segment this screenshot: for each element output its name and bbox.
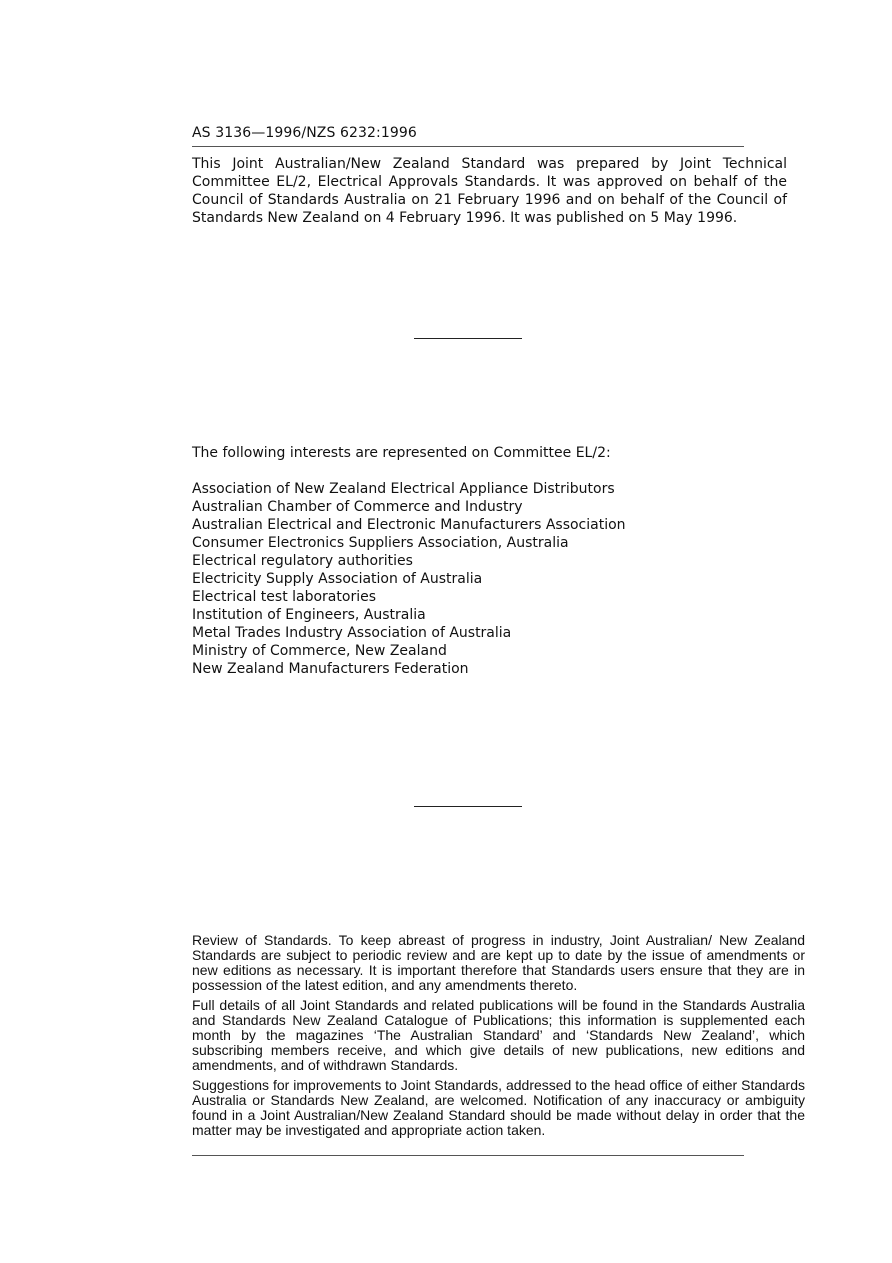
list-item: Electrical regulatory authorities xyxy=(192,553,413,569)
document-identifier: AS 3136—1996/NZS 6232:1996 xyxy=(192,125,417,141)
header-rule xyxy=(192,146,744,147)
list-item: Association of New Zealand Electrical Appliance Distributors xyxy=(192,481,615,497)
list-item: Ministry of Commerce, New Zealand xyxy=(192,643,447,659)
list-item: Metal Trades Industry Association of Australia xyxy=(192,625,512,641)
list-item: Electrical test laboratories xyxy=(192,589,376,605)
committee-members-list xyxy=(192,480,626,678)
list-item: Consumer Electronics Suppliers Association, Australia xyxy=(192,535,569,551)
section-divider xyxy=(414,338,522,339)
preparation-statement: This Joint Australian/New Zealand Standard was prepared by Joint Technical Committee EL/2, Electrical Approvals Standards. It was approved on behalf of the Council of Standards Australia on 21 February 1996 and on behalf of the Council of Standards New Zealand on 4 February 1996. It was published on 5 May 1996. xyxy=(192,156,787,226)
suggestions-paragraph: Suggestions for improvements to Joint Standards, addressed to the head office of either Standards Australia or Standards New Zealand, are welcomed. Notification of any inaccuracy or ambiguity found in a Joint Australian/New Zealand Standard should be made without delay in order that the matter may be investigated and appropriate action taken. xyxy=(192,1077,805,1138)
list-item: Australian Electrical and Electronic Manufacturers Association xyxy=(192,517,626,533)
review-heading: Review of Standards. xyxy=(192,932,332,948)
list-item: Institution of Engineers, Australia xyxy=(192,607,426,623)
section-divider xyxy=(414,806,522,807)
list-item: Electricity Supply Association of Australia xyxy=(192,571,483,587)
committee-heading: The following interests are represented on Committee EL/2: xyxy=(192,445,611,461)
footer-rule xyxy=(192,1155,744,1156)
review-of-standards-section xyxy=(192,933,805,1143)
review-paragraph xyxy=(192,933,805,993)
catalogue-paragraph: Full details of all Joint Standards and related publications will be found in the Standards Australia and Standards New Zealand Catalogue of Publications; this information is supplemented each month by the magazines ‘The Australian Standard’ and ‘Standards New Zealand’, which subscribing members receive, and which give details of new publications, new editions and amendments, and of withdrawn Standards. xyxy=(192,997,805,1073)
list-item: New Zealand Manufacturers Federation xyxy=(192,661,469,677)
list-item: Australian Chamber of Commerce and Industry xyxy=(192,499,523,515)
review-text: To keep abreast of progress in industry, Joint Australian/ New Zealand Standards are subject to periodic review and are kept up to date by the issue of amendments or new editions as necessary. It is important therefore that Standards users ensure that they are in possession of the latest edition, and any amendments thereto. xyxy=(192,932,805,993)
